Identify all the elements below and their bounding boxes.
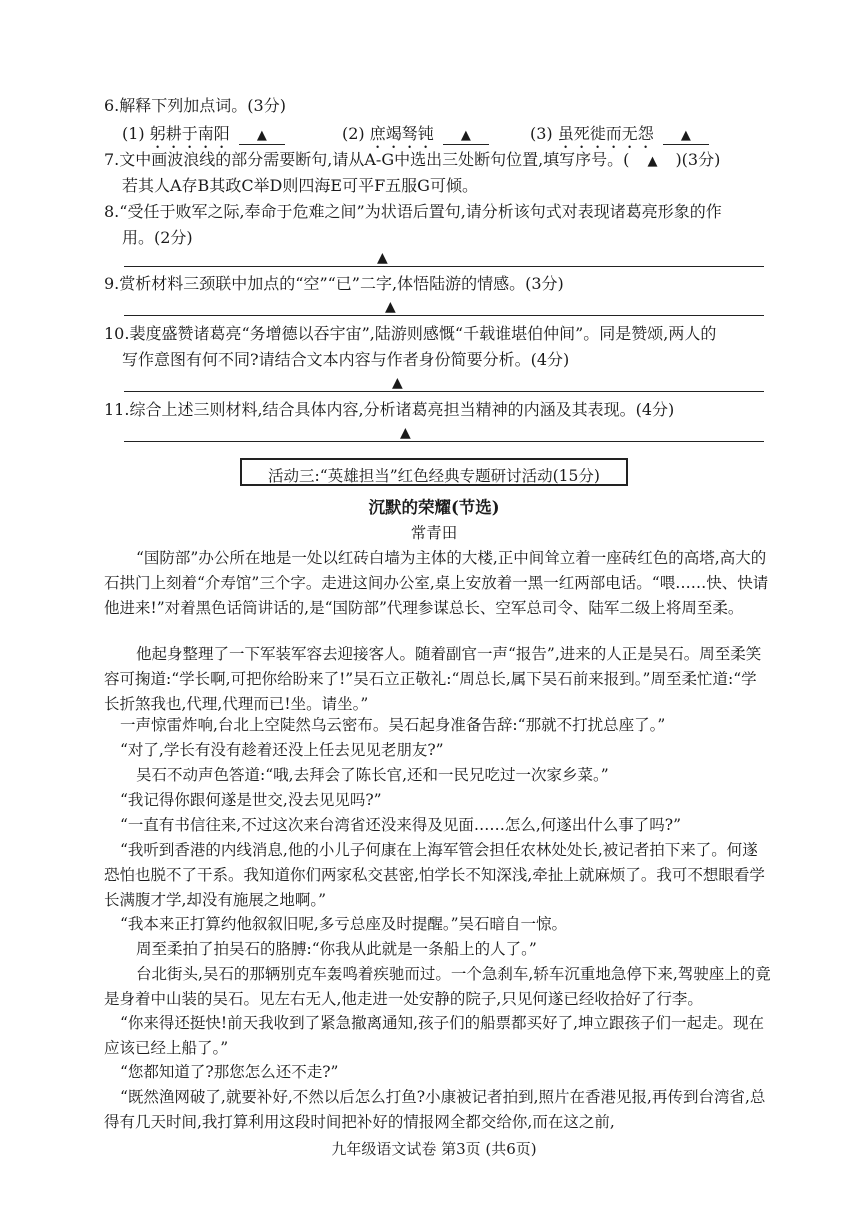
passage-title: 沉默的荣耀(节选) — [368, 498, 500, 517]
q6-item-2-number: (2) — [342, 124, 365, 143]
q6-item-1 — [122, 124, 285, 152]
q6-item-2 — [342, 124, 489, 152]
passage-paragraph-7: “一直有书信往来,不过这次来台湾省还没来得及见面……怎么,何遂出什么事了吗?” — [120, 816, 682, 834]
q11-answer-line[interactable] — [124, 441, 764, 442]
q6-item-3-number: (3) — [530, 124, 553, 143]
passage-paragraph-8: “我听到香港的内线消息,他的小儿子何康在上海军管会担任农林处处长,被记者拍下来了。何遂恐怕也脱不了干系。我知道你们两家私交甚密,怕学长不知深浅,牵扯上就麻烦了。我可不想眼看学长满腹才学,却没有施展之地啊。” — [104, 841, 765, 909]
passage-paragraph-13: “您都知道了?那您怎么还不走?” — [120, 1063, 339, 1081]
passage-paragraph-3: 一声惊雷炸响,台北上空陡然乌云密布。吴石起身准备告辞:“那就不打扰总座了。” — [120, 716, 666, 734]
q10-answer-line[interactable] — [124, 391, 764, 392]
q8-line-2: 用。(2分) — [122, 228, 193, 247]
passage-paragraph-6: “我记得你跟何遂是世交,没去见见吗?” — [120, 791, 382, 809]
q7-stem: 7.文中画波浪线的部分需要断句,请从A-G中选出三处断句位置,填写序号。( — [104, 150, 630, 169]
q6-item-2-blank[interactable]: ▲ — [443, 128, 489, 145]
q7-sentence: 若其人A存B其政C举D则四海E可平F五服G可倾。 — [122, 176, 478, 195]
q6-item-3-blank[interactable]: ▲ — [663, 128, 709, 145]
passage-paragraph-4: “对了,学长有没有趁着还没上任去见见老朋友?” — [120, 741, 444, 759]
q9-line-1: 9.赏析材料三颈联中加点的“空”“已”二字,体悟陆游的情感。(3分) — [104, 274, 564, 293]
q9-answer-line[interactable] — [124, 315, 764, 316]
passage-paragraph-12: “你来得还挺快!前天我收到了紧急撤离通知,孩子们的船票都买好了,坤立跟孩子们一起走。现在应该已经上船了。” — [104, 1014, 765, 1057]
q7-blank[interactable]: ▲ — [647, 154, 658, 169]
passage-paragraph-1: “国防部”办公所在地是一处以红砖白墙为主体的大楼,正中间耸立着一座砖红色的高塔,高大的石拱门上刻着“介寿馆”三个字。走进这间办公室,桌上安放着一黑一红两部电话。“喂……快、快请他进来!”对着黑色话筒讲话的,是“国防部”代理参谋总长、空军总司令、陆军二级上将周至柔。 — [104, 549, 769, 617]
passage-paragraph-9: “我本来正打算约他叙叙旧呢,多亏总座及时提醒。”吴石暗自一惊。 — [120, 915, 568, 933]
passage-paragraph-14: “既然渔网破了,就要补好,不然以后怎么打鱼?小康被记者拍到,照片在香港见报,再传到台湾省,总得有几天时间,我打算利用这段时间把补好的情报网全都交给你,而在这之前, — [104, 1088, 766, 1131]
passage-paragraph-2: 他起身整理了一下军装军容去迎接客人。随着副官一声“报告”,进来的人正是吴石。周至柔笑容可掬道:“学长啊,可把你给盼来了!”吴石立正敬礼:“周总长,属下吴石前来报到。”周至柔忙道:“学长折煞我也,代理,代理而已!坐。请坐。” — [104, 645, 762, 713]
activity-3-label: 活动三:“英雄担当”红色经典专题研讨活动(15分) — [268, 467, 600, 485]
q7-stem-line — [104, 150, 720, 170]
q6-item-3 — [530, 124, 709, 152]
q10-line-2: 写作意图有何不同?请结合文本内容与作者身份简要分析。(4分) — [122, 350, 570, 369]
passage-paragraph-11: 台北街头,吴石的那辆别克车轰鸣着疾驰而过。一个急刹车,轿车沉重地急停下来,驾驶座上的竟是身着中山装的吴石。见左右无人,他走进一处安静的院子,只见何遂已经收拾好了行李。 — [104, 965, 771, 1008]
q9-answer-mark: ▲ — [385, 299, 396, 315]
q11-answer-mark: ▲ — [400, 425, 411, 441]
q6-item-1-text: 躬耕于南阳 — [149, 124, 230, 143]
q8-answer-mark: ▲ — [377, 250, 388, 266]
q11-line-1: 11.综合上述三则材料,结合具体内容,分析诸葛亮担当精神的内涵及其表现。(4分) — [104, 400, 675, 419]
q10-line-1: 10.裴度盛赞诸葛亮“务增德以吞宇宙”,陆游则感慨“千载谁堪伯仲间”。同是赞颂,两人的 — [104, 324, 717, 343]
q6-stem: 6.解释下列加点词。(3分) — [104, 96, 286, 115]
passage-paragraph-10: 周至柔拍了拍吴石的胳膊:“你我从此就是一条船上的人了。” — [136, 940, 537, 958]
page-footer: 九年级语文试卷 第3页 (共6页) — [331, 1140, 537, 1158]
q6-item-1-number: (1) — [122, 124, 145, 143]
q8-answer-line[interactable] — [124, 266, 764, 267]
q6-item-1-blank[interactable]: ▲ — [239, 128, 285, 145]
q10-answer-mark: ▲ — [392, 375, 403, 391]
passage-author: 常青田 — [410, 524, 458, 542]
q7-tail: )(3分) — [675, 150, 721, 169]
passage-paragraph-5: 吴石不动声色答道:“哦,去拜会了陈长官,还和一民兄吃过一次家乡菜。” — [136, 766, 609, 784]
q6-item-2-text: 庶竭驽钝 — [369, 124, 434, 143]
q6-item-3-text: 虽死徙而无怨 — [557, 124, 654, 143]
activity-3-box — [240, 458, 628, 486]
q8-line-1: 8.“受任于败军之际,奉命于危难之间”为状语后置句,请分析该句式对表现诸葛亮形象的作 — [104, 202, 722, 221]
